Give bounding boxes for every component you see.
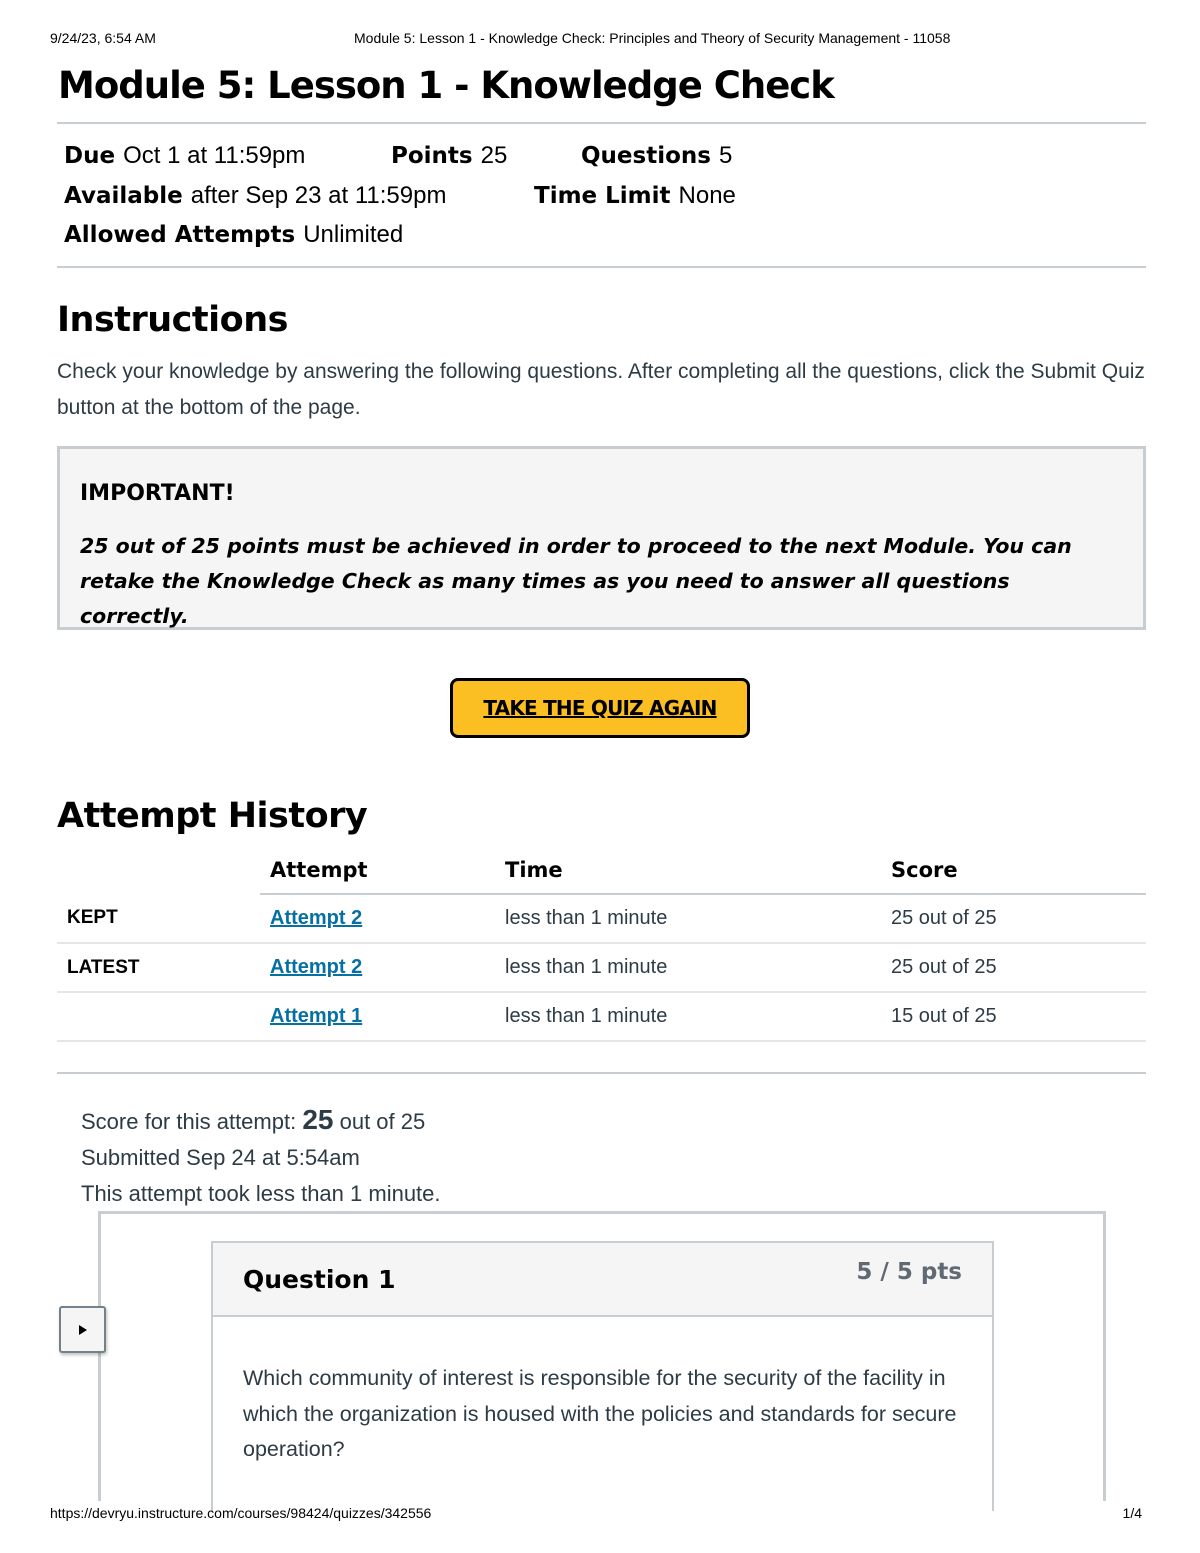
availability: Available after Sep 23 at 11:59pm [64, 182, 447, 209]
questions-panel [98, 1211, 1106, 1501]
question-text: Which community of interest is responsible for the security of the facility in which the organization is housed with the policies and standards for secure operation? [243, 1366, 957, 1461]
important-body: 25 out of 25 points must be achieved in order to proceed to the next Module. You can retake the Knowledge Check as many times as you need to answer all questions correctly. [80, 534, 1072, 628]
attempt-link[interactable]: Attempt 1 [270, 1005, 363, 1027]
submitted-time: Submitted Sep 24 at 5:54am [81, 1145, 360, 1170]
points: Points 25 [391, 142, 508, 169]
expand-toggle-button[interactable] [59, 1306, 106, 1353]
important-title: IMPORTANT! [80, 481, 235, 506]
attempt-link[interactable]: Attempt 2 [270, 956, 363, 978]
quiz-details [57, 124, 1146, 266]
print-url: https://devryu.instructure.com/courses/98424/quizzes/342556 [50, 1505, 432, 1521]
allowed-attempts: Allowed Attempts Unlimited [64, 221, 404, 248]
table-row [57, 894, 1146, 943]
table-row [57, 943, 1146, 992]
attempt-time: less than 1 minute [497, 943, 881, 992]
page-title: Module 5: Lesson 1 - Knowledge Check [58, 64, 834, 107]
question-title: Question 1 [243, 1265, 396, 1294]
print-date: 9/24/23, 6:54 AM [50, 30, 156, 46]
column-header-attempt: Attempt [260, 846, 497, 894]
column-header-score: Score [881, 846, 1146, 894]
question-count: Questions 5 [581, 142, 733, 169]
time-limit: Time Limit None [534, 182, 736, 209]
attempt-tag [57, 992, 260, 1041]
attempt-score: 15 out of 25 [881, 992, 1146, 1041]
attempt-score: 25 out of 25 [881, 943, 1146, 992]
column-header [57, 846, 260, 894]
question-points: 5 / 5 pts [856, 1259, 962, 1285]
attempt-link[interactable]: Attempt 2 [270, 907, 363, 929]
attempt-duration: This attempt took less than 1 minute. [81, 1181, 441, 1206]
attempt-time: less than 1 minute [497, 894, 881, 943]
attempt-tag: KEPT [57, 894, 260, 943]
attempt-score-line: Score for this attempt: 25 out of 25 [81, 1104, 426, 1135]
attempt-history-heading: Attempt History [57, 796, 368, 836]
attempt-tag: LATEST [57, 943, 260, 992]
table-row [57, 992, 1146, 1041]
take-quiz-again-button[interactable]: TAKE THE QUIZ AGAIN [450, 678, 750, 738]
attempt-result [57, 1072, 1146, 1492]
attempt-history-table [57, 846, 1146, 1042]
page-number: 1/4 [1122, 1505, 1142, 1521]
retake-area [57, 678, 1146, 736]
question-header [213, 1243, 992, 1317]
due-date: Due Oct 1 at 11:59pm [64, 142, 306, 169]
quiz-content [57, 58, 1146, 1492]
print-page-title: Module 5: Lesson 1 - Knowledge Check: Principles and Theory of Security Management - 11058 [354, 30, 951, 46]
question-card [211, 1241, 994, 1511]
attempt-time: less than 1 minute [497, 992, 881, 1041]
table-header-row [57, 846, 1146, 894]
score-value: 25 [302, 1104, 334, 1135]
print-footer [50, 1505, 1150, 1525]
play-icon [79, 1325, 87, 1335]
instructions-text: Check your knowledge by answering the following questions. After completing all the questions, click the Submit Quiz button at the bottom of the page. [57, 360, 1145, 419]
instructions-heading: Instructions [57, 300, 288, 340]
important-notice [57, 446, 1146, 630]
divider [57, 266, 1146, 268]
column-header-time: Time [497, 846, 881, 894]
score-summary [81, 1102, 441, 1212]
attempt-score: 25 out of 25 [881, 894, 1146, 943]
print-header [50, 30, 1150, 50]
